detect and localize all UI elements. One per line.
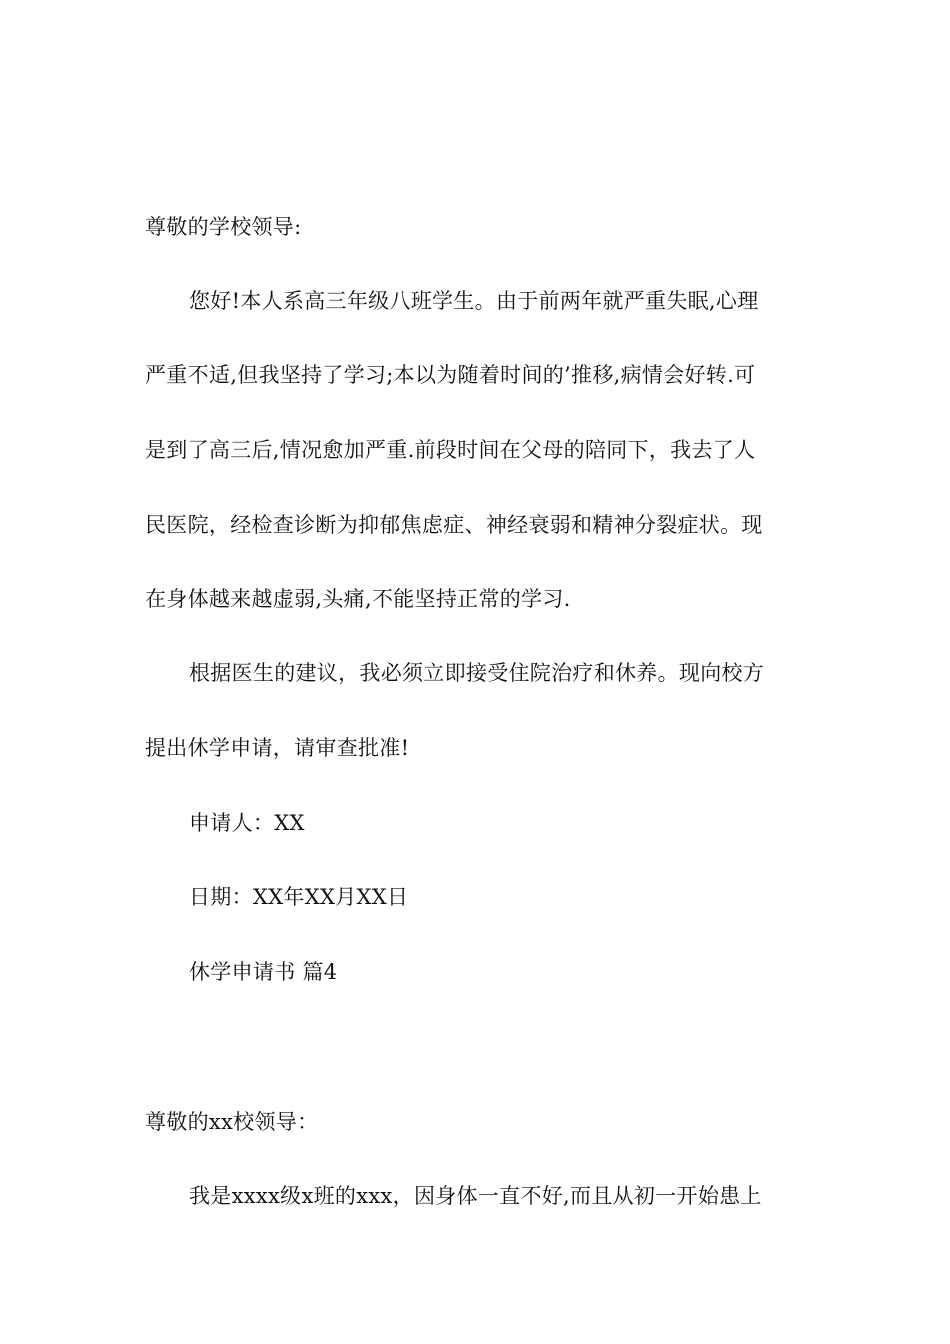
body-line-3: 是到了高三后,情况愈加严重.前段时间在父母的陪同下，我去了人 <box>145 438 756 462</box>
salutation-2: 尊敬的xx校领导： <box>145 1110 319 1134</box>
body-line-4: 民医院，经检查诊断为抑郁焦虑症、神经衰弱和精神分裂症状。现 <box>145 513 763 537</box>
body-line-5: 在身体越来越虚弱,头痛,不能坚持正常的学习. <box>145 587 571 611</box>
salutation-1: 尊敬的学校领导: <box>145 215 302 239</box>
letter2-body-line-1: 我是xxxx级x班的xxx，因身体一直不好,而且从初一开始患上 <box>189 1184 762 1208</box>
date-line: 日期：XX年XX月XX日 <box>189 885 409 909</box>
body-line-2: 严重不适,但我坚持了学习;本以为随着时间的’推移,病情会好转.可 <box>145 363 756 387</box>
applicant-line: 申请人：XX <box>189 811 305 835</box>
body-line-1: 您好!本人系高三年级八班学生。由于前两年就严重失眠,心理 <box>189 289 759 313</box>
body2-line-2: 提出休学申请，请审查批准! <box>145 736 410 760</box>
section-title: 休学申请书 篇4 <box>189 960 338 984</box>
body2-line-1: 根据医生的建议，我必须立即接受住院治疗和休养。现向校方 <box>189 661 765 685</box>
